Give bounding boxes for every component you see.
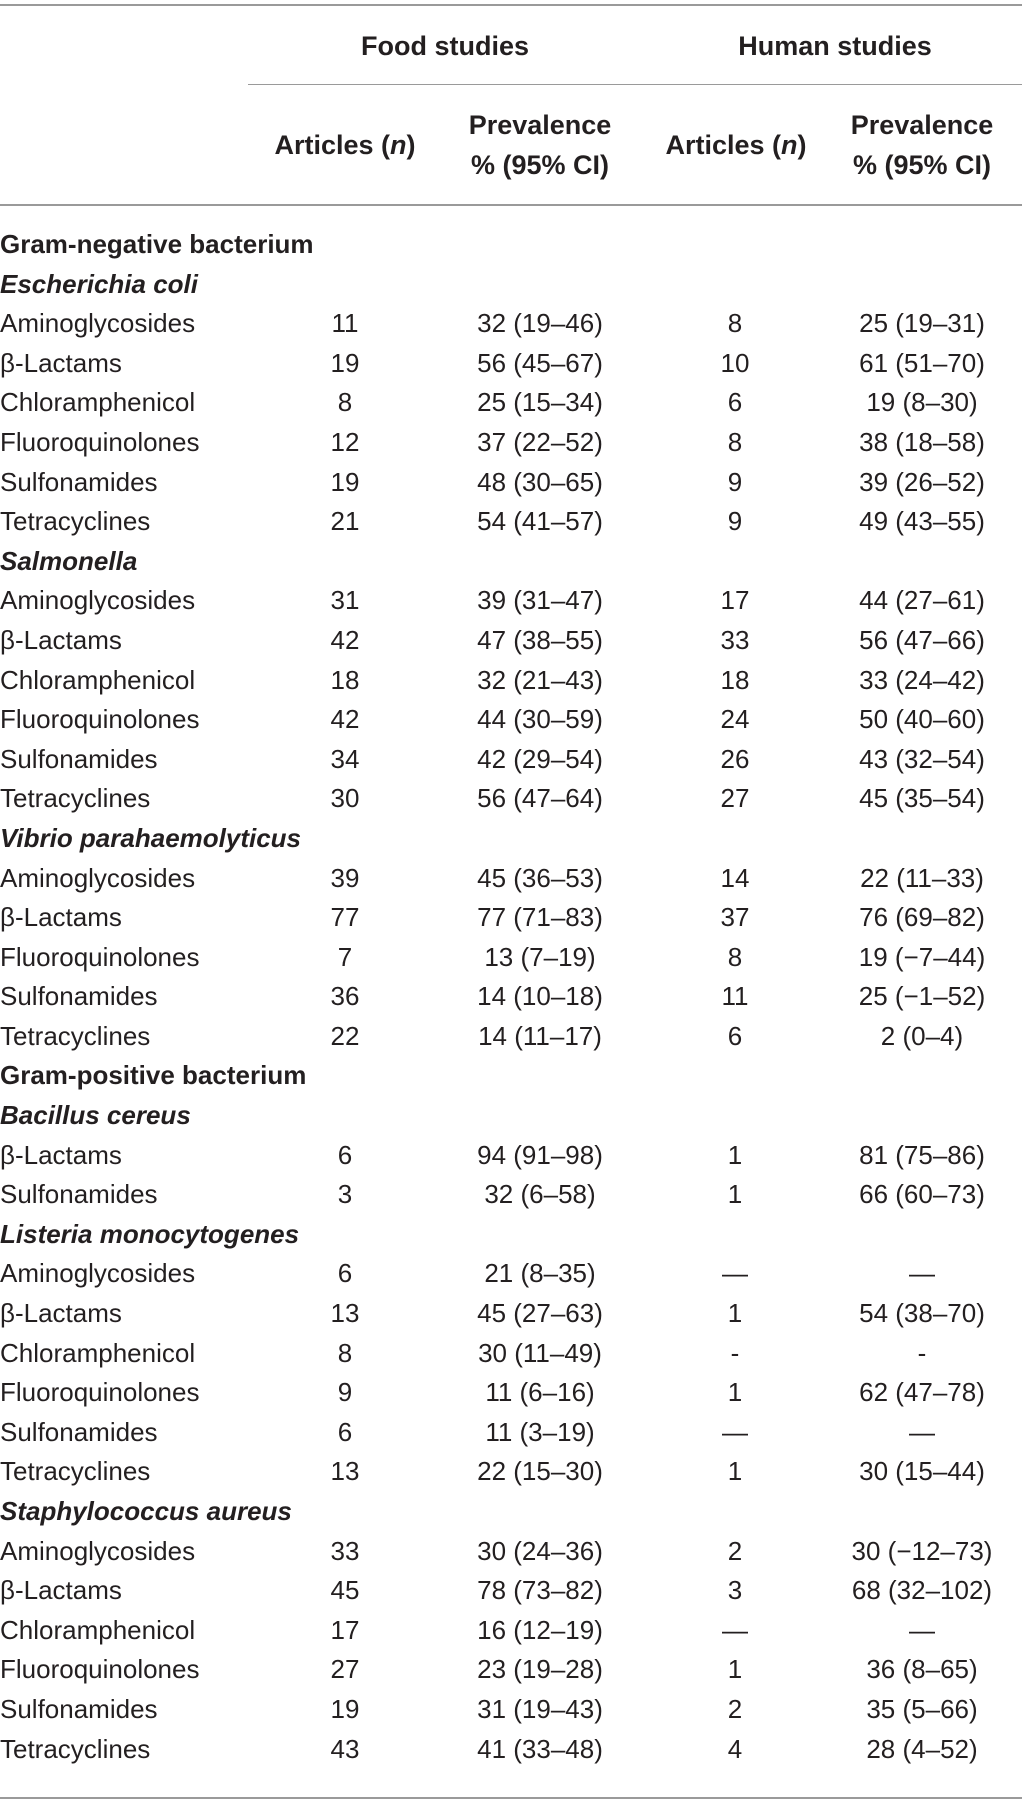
food-prevalence-cell: 56 (47–64) bbox=[477, 783, 603, 814]
drug-class-cell: Tetracyclines bbox=[0, 1020, 151, 1051]
food-prevalence-cell: 42 (29–54) bbox=[477, 743, 603, 774]
human-articles-cell: 1 bbox=[727, 1298, 743, 1329]
drug-class-cell: Fluoroquinolones bbox=[0, 426, 200, 457]
table-row bbox=[0, 621, 1022, 661]
food-prevalence-cell: 31 (19–43) bbox=[477, 1693, 603, 1724]
drug-class-cell: Sulfonamides bbox=[0, 743, 158, 774]
human-articles-cell: 18 bbox=[720, 664, 750, 695]
food-prevalence-cell: 16 (12–19) bbox=[477, 1614, 603, 1645]
food-prevalence-cell: 78 (73–82) bbox=[477, 1575, 603, 1606]
drug-class-cell: Aminoglycosides bbox=[0, 585, 196, 616]
food-articles-cell: 19 bbox=[330, 1693, 360, 1724]
food-prevalence-cell: 32 (19–46) bbox=[477, 308, 603, 339]
drug-class-cell: Aminoglycosides bbox=[0, 1535, 196, 1566]
table-row bbox=[0, 502, 1022, 542]
human-articles-cell: 14 bbox=[720, 862, 750, 893]
food-articles-cell: 19 bbox=[330, 466, 360, 497]
table-row bbox=[0, 463, 1022, 503]
food-articles-cell: 43 bbox=[330, 1733, 360, 1764]
human-prevalence-cell: 25 (−1–52) bbox=[858, 981, 986, 1012]
organism-label: Bacillus cereus bbox=[0, 1100, 191, 1131]
human-articles-cell: 37 bbox=[720, 902, 750, 933]
human-articles-cell: 8 bbox=[727, 426, 743, 457]
organism-heading-row bbox=[0, 1215, 1022, 1255]
human-articles-cell: 2 bbox=[727, 1535, 743, 1566]
human-articles-cell: 1 bbox=[727, 1179, 743, 1210]
human-articles-cell: 4 bbox=[727, 1733, 743, 1764]
organism-label: Escherichia coli bbox=[0, 268, 198, 299]
drug-class-cell: β-Lactams bbox=[0, 902, 122, 933]
section-heading-row bbox=[0, 225, 1022, 265]
drug-class-cell: Sulfonamides bbox=[0, 1416, 158, 1447]
human-articles-cell: - bbox=[730, 1337, 740, 1368]
food-prevalence-cell: 13 (7–19) bbox=[484, 941, 596, 972]
human-articles-cell: 1 bbox=[727, 1654, 743, 1685]
human-prevalence-cell: 39 (26–52) bbox=[859, 466, 985, 497]
food-prevalence-cell: 56 (45–67) bbox=[477, 347, 603, 378]
header-human-prevalence: Prevalence % (95% CI) bbox=[850, 110, 994, 180]
organism-heading-row bbox=[0, 1096, 1022, 1136]
human-prevalence-cell: 56 (47–66) bbox=[859, 624, 985, 655]
food-prevalence-cell: 45 (36–53) bbox=[477, 862, 603, 893]
human-articles-cell: 1 bbox=[727, 1377, 743, 1408]
drug-class-cell: β-Lactams bbox=[0, 1575, 122, 1606]
human-prevalence-cell: 2 (0–4) bbox=[880, 1020, 964, 1051]
drug-class-cell: Tetracyclines bbox=[0, 783, 151, 814]
drug-class-cell: Tetracyclines bbox=[0, 1733, 151, 1764]
food-prevalence-cell: 41 (33–48) bbox=[477, 1733, 603, 1764]
human-prevalence-cell: — bbox=[909, 1614, 935, 1645]
human-prevalence-cell: 33 (24–42) bbox=[859, 664, 985, 695]
human-articles-cell: — bbox=[722, 1614, 748, 1645]
human-prevalence-cell: 54 (38–70) bbox=[859, 1298, 985, 1329]
drug-class-cell: Chloramphenicol bbox=[0, 1337, 196, 1368]
human-prevalence-cell: 45 (35–54) bbox=[859, 783, 985, 814]
food-prevalence-cell: 30 (11–49) bbox=[478, 1337, 602, 1368]
human-prevalence-cell: 30 (−12–73) bbox=[851, 1535, 993, 1566]
organism-label: Staphylococcus aureus bbox=[0, 1496, 292, 1526]
table-row bbox=[0, 383, 1022, 423]
drug-class-cell: Aminoglycosides bbox=[0, 308, 196, 339]
human-prevalence-cell: 66 (60–73) bbox=[859, 1179, 985, 1210]
food-prevalence-cell: 22 (15–30) bbox=[477, 1456, 603, 1487]
food-articles-cell: 13 bbox=[330, 1298, 360, 1329]
food-articles-cell: 8 bbox=[337, 387, 353, 418]
human-articles-cell: 6 bbox=[727, 1020, 743, 1051]
human-prevalence-cell: — bbox=[909, 1416, 935, 1447]
human-articles-cell: 8 bbox=[727, 308, 743, 339]
table-row bbox=[0, 1452, 1022, 1492]
food-articles-cell: 19 bbox=[330, 347, 360, 378]
human-articles-cell: 33 bbox=[720, 624, 750, 655]
drug-class-cell: Fluoroquinolones bbox=[0, 704, 200, 735]
human-articles-cell: — bbox=[722, 1258, 748, 1289]
drug-class-cell: Aminoglycosides bbox=[0, 862, 196, 893]
human-articles-cell: 3 bbox=[727, 1575, 743, 1606]
table-row bbox=[0, 1532, 1022, 1572]
human-prevalence-cell: — bbox=[909, 1258, 935, 1289]
human-prevalence-cell: 44 (27–61) bbox=[859, 585, 985, 616]
header-food-studies: Food studies bbox=[361, 31, 529, 61]
human-prevalence-cell: 68 (32–102) bbox=[851, 1575, 993, 1606]
human-articles-cell: 2 bbox=[727, 1693, 743, 1724]
human-articles-cell: 9 bbox=[727, 466, 743, 497]
food-prevalence-cell: 11 (3–19) bbox=[485, 1416, 595, 1447]
drug-class-cell: Chloramphenicol bbox=[0, 1614, 196, 1645]
human-prevalence-cell: 19 (8–30) bbox=[866, 387, 978, 418]
table-top-rule bbox=[0, 4, 1022, 6]
table-body bbox=[0, 225, 1022, 1769]
human-articles-cell: 26 bbox=[720, 743, 750, 774]
table-row bbox=[0, 779, 1022, 819]
human-prevalence-cell: 50 (40–60) bbox=[859, 704, 985, 735]
food-articles-cell: 34 bbox=[330, 743, 360, 774]
human-prevalence-cell: 28 (4–52) bbox=[866, 1733, 978, 1764]
food-prevalence-cell: 77 (71–83) bbox=[477, 902, 603, 933]
drug-class-cell: Aminoglycosides bbox=[0, 1258, 196, 1289]
drug-class-cell: Tetracyclines bbox=[0, 1456, 151, 1487]
food-articles-cell: 21 bbox=[330, 506, 360, 537]
section-heading-row bbox=[0, 1056, 1022, 1096]
human-articles-cell: 9 bbox=[727, 506, 743, 537]
header-human-articles: Articles (n) bbox=[665, 130, 807, 160]
section-label: Gram-negative bacterium bbox=[0, 229, 314, 259]
food-articles-cell: 33 bbox=[330, 1535, 360, 1566]
drug-class-cell: Fluoroquinolones bbox=[0, 1377, 200, 1408]
human-articles-cell: 11 bbox=[721, 981, 749, 1012]
drug-class-cell: Sulfonamides bbox=[0, 1693, 158, 1724]
food-prevalence-cell: 30 (24–36) bbox=[477, 1535, 603, 1566]
table-row bbox=[0, 304, 1022, 344]
food-articles-cell: 30 bbox=[330, 783, 360, 814]
drug-class-cell: Chloramphenicol bbox=[0, 664, 196, 695]
human-prevalence-cell: 19 (−7–44) bbox=[858, 941, 986, 972]
human-articles-cell: — bbox=[722, 1416, 748, 1447]
header-human-studies: Human studies bbox=[738, 31, 932, 61]
food-prevalence-cell: 32 (21–43) bbox=[477, 664, 603, 695]
human-prevalence-cell: 30 (15–44) bbox=[859, 1456, 985, 1487]
drug-class-cell: Sulfonamides bbox=[0, 981, 158, 1012]
human-prevalence-cell: 61 (51–70) bbox=[859, 347, 985, 378]
food-articles-cell: 39 bbox=[330, 862, 360, 893]
drug-class-cell: β-Lactams bbox=[0, 1139, 122, 1170]
food-prevalence-cell: 39 (31–47) bbox=[477, 585, 603, 616]
drug-class-cell: Sulfonamides bbox=[0, 466, 158, 497]
table-row bbox=[0, 423, 1022, 463]
table-row bbox=[0, 1373, 1022, 1413]
table-row bbox=[0, 1254, 1022, 1294]
table-row bbox=[0, 1334, 1022, 1374]
drug-class-cell: β-Lactams bbox=[0, 1298, 122, 1329]
human-prevalence-cell: 22 (11–33) bbox=[860, 862, 984, 893]
table-row bbox=[0, 1690, 1022, 1730]
organism-heading-row bbox=[0, 542, 1022, 582]
food-prevalence-cell: 23 (19–28) bbox=[477, 1654, 603, 1685]
food-articles-cell: 3 bbox=[337, 1179, 353, 1210]
human-prevalence-cell: 49 (43–55) bbox=[859, 506, 985, 537]
human-articles-cell: 27 bbox=[720, 783, 750, 814]
human-articles-cell: 1 bbox=[727, 1139, 743, 1170]
header-bottom-rule bbox=[0, 204, 1022, 206]
human-prevalence-cell: 81 (75–86) bbox=[859, 1139, 985, 1170]
drug-class-cell: Tetracyclines bbox=[0, 506, 151, 537]
drug-class-cell: Fluoroquinolones bbox=[0, 1654, 200, 1685]
food-articles-cell: 27 bbox=[330, 1654, 360, 1685]
human-prevalence-cell: 35 (5–66) bbox=[866, 1693, 978, 1724]
food-articles-cell: 45 bbox=[330, 1575, 360, 1606]
food-prevalence-cell: 47 (38–55) bbox=[477, 624, 603, 655]
table-row bbox=[0, 1730, 1022, 1770]
food-articles-cell: 18 bbox=[330, 664, 360, 695]
food-prevalence-cell: 37 (22–52) bbox=[477, 426, 603, 457]
table-row bbox=[0, 661, 1022, 701]
human-prevalence-cell: 76 (69–82) bbox=[859, 902, 985, 933]
food-prevalence-cell: 11 (6–16) bbox=[485, 1377, 595, 1408]
table-row bbox=[0, 1294, 1022, 1334]
human-prevalence-cell: 38 (18–58) bbox=[859, 426, 985, 457]
table-row bbox=[0, 581, 1022, 621]
organism-label: Salmonella bbox=[0, 545, 138, 576]
table-row bbox=[0, 700, 1022, 740]
food-articles-cell: 17 bbox=[330, 1614, 360, 1645]
food-articles-cell: 42 bbox=[330, 624, 360, 655]
table-row bbox=[0, 1017, 1022, 1057]
table-row bbox=[0, 859, 1022, 899]
human-articles-cell: 10 bbox=[720, 347, 750, 378]
table-row bbox=[0, 1650, 1022, 1690]
human-prevalence-cell: 43 (32–54) bbox=[859, 743, 985, 774]
human-articles-cell: 1 bbox=[727, 1456, 743, 1487]
table-row bbox=[0, 1413, 1022, 1453]
human-articles-cell: 17 bbox=[720, 585, 750, 616]
drug-class-cell: β-Lactams bbox=[0, 624, 122, 655]
table-row bbox=[0, 1611, 1022, 1651]
header-group-rule bbox=[248, 84, 1022, 85]
organism-label: Listeria monocytogenes bbox=[0, 1218, 300, 1249]
food-prevalence-cell: 48 (30–65) bbox=[477, 466, 603, 497]
human-articles-cell: 6 bbox=[727, 387, 743, 418]
food-prevalence-cell: 94 (91–98) bbox=[477, 1139, 603, 1170]
food-articles-cell: 42 bbox=[330, 704, 360, 735]
food-articles-cell: 9 bbox=[337, 1377, 353, 1408]
food-articles-cell: 13 bbox=[330, 1456, 360, 1487]
food-articles-cell: 22 bbox=[330, 1020, 360, 1051]
table-row bbox=[0, 1571, 1022, 1611]
human-prevalence-cell: - bbox=[917, 1337, 927, 1368]
human-prevalence-cell: 25 (19–31) bbox=[859, 308, 985, 339]
food-articles-cell: 31 bbox=[330, 585, 360, 616]
human-articles-cell: 24 bbox=[720, 704, 750, 735]
human-prevalence-cell: 62 (47–78) bbox=[859, 1377, 985, 1408]
human-articles-cell: 8 bbox=[727, 941, 743, 972]
drug-class-cell: Fluoroquinolones bbox=[0, 941, 200, 972]
food-prevalence-cell: 14 (10–18) bbox=[477, 981, 603, 1012]
food-prevalence-cell: 44 (30–59) bbox=[477, 704, 603, 735]
food-articles-cell: 11 bbox=[331, 308, 359, 339]
table-row bbox=[0, 977, 1022, 1017]
table-row bbox=[0, 938, 1022, 978]
food-articles-cell: 77 bbox=[330, 902, 360, 933]
section-label: Gram-positive bacterium bbox=[0, 1060, 307, 1091]
food-prevalence-cell: 32 (6–58) bbox=[484, 1179, 596, 1210]
table-row bbox=[0, 898, 1022, 938]
food-articles-cell: 36 bbox=[330, 981, 360, 1012]
food-prevalence-cell: 54 (41–57) bbox=[477, 506, 603, 537]
drug-class-cell: Chloramphenicol bbox=[0, 387, 196, 418]
food-articles-cell: 12 bbox=[330, 426, 360, 457]
food-prevalence-cell: 21 (8–35) bbox=[484, 1258, 596, 1289]
organism-heading-row bbox=[0, 1492, 1022, 1532]
organism-label: Vibrio parahaemolyticus bbox=[0, 822, 302, 853]
food-articles-cell: 6 bbox=[337, 1416, 353, 1447]
organism-heading-row bbox=[0, 819, 1022, 859]
header-food-articles: Articles (n) bbox=[274, 130, 416, 160]
table-row bbox=[0, 1175, 1022, 1215]
food-articles-cell: 6 bbox=[337, 1258, 353, 1289]
drug-class-cell: β-Lactams bbox=[0, 347, 122, 378]
table-bottom-rule bbox=[0, 1797, 1022, 1799]
table-row bbox=[0, 740, 1022, 780]
organism-heading-row bbox=[0, 265, 1022, 305]
drug-class-cell: Sulfonamides bbox=[0, 1179, 158, 1210]
food-articles-cell: 6 bbox=[337, 1139, 353, 1170]
human-prevalence-cell: 36 (8–65) bbox=[866, 1654, 978, 1685]
food-articles-cell: 7 bbox=[337, 941, 353, 972]
header-food-prevalence: Prevalence % (95% CI) bbox=[468, 110, 612, 180]
table-row bbox=[0, 344, 1022, 384]
table-row bbox=[0, 1136, 1022, 1176]
food-articles-cell: 8 bbox=[337, 1337, 353, 1368]
food-prevalence-cell: 25 (15–34) bbox=[477, 387, 603, 418]
food-prevalence-cell: 45 (27–63) bbox=[477, 1298, 603, 1329]
food-prevalence-cell: 14 (11–17) bbox=[478, 1020, 602, 1051]
